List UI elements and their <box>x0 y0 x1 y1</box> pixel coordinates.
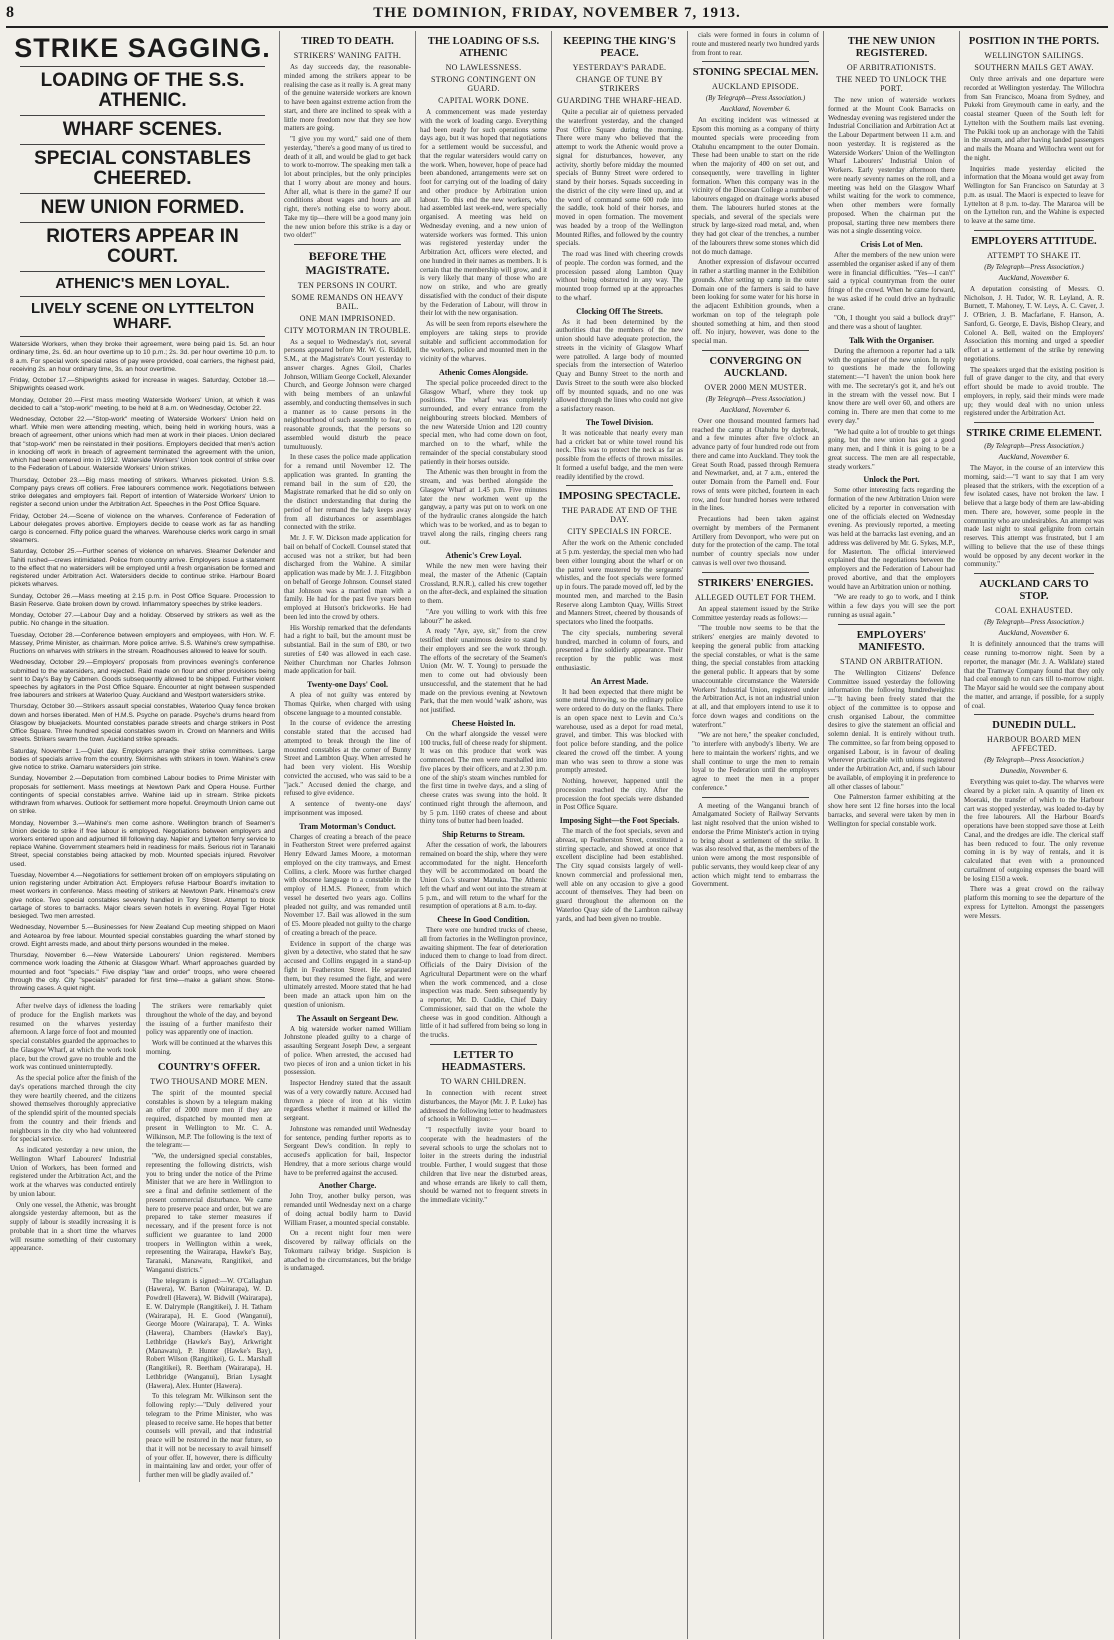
article-paragraph: In connection with recent street disturbances, the Mayor (Mr. J. P. Luke) has addressed the following letter to headmasters of schools in Wellington:— <box>420 1089 547 1124</box>
article-paragraph: The march of the foot specials, seven and abreast, up Featherston Street, constituted a stirring spectacle, and showed at once that excellent discipline had been established. The City squad consists largely of well-known commercial and professional men, well able on any occasion to give a good account of themselves. They had been on guard throughout the afternoon on the Waterloo Quay side of the Lambton railway yards, and had been given no trouble. <box>556 827 683 923</box>
article-paragraph: A sentence of twenty-one days' imprisonment was imposed. <box>284 800 411 817</box>
dateline: Auckland, November 6. <box>998 628 1070 638</box>
article-paragraph: After the members of the new union were assembled the organiser asked if any of them were in financial difficulties. "Yes—I can't" said a typical countryman from the outer fringe of the crowd. When he came forward, he was asked if he could drive an hydraulic crane. <box>828 251 955 312</box>
calendar-entry: Tuesday, November 4.—Negotiations for settlement broken off on employers stipulating on union registering under Arbitration Act. Employers refuse Harbour Board's invitation to meet workers in conference. Mass meeting of strikers at Newtown Park. Hinemoa's crew give notice. Two special constables severely handled in Tory Street. Attempt to block cartage of stores to barracks. Major clears seven hotels in evening. Royal Tiger Hotel besieged. Two men arrested. <box>10 871 275 921</box>
calendar-entry: Monday, October 27.—Labour Day and a holiday. Observed by strikers as well as the public. No change in the situation. <box>10 612 275 628</box>
article-paragraph: "We are not here," the speaker concluded, "to interfere with anybody's liberty. We are here to maintain the workers' rights, and we shall continue to urge the men to remain loyal to the Federation until the employers agree to meet the men in a proper conference." <box>692 731 819 792</box>
byline: (By Telegraph—Press Association.) <box>984 756 1084 765</box>
byline: (By Telegraph—Press Association.) <box>984 618 1084 627</box>
article-paragraph: After the cessation of work, the labourers remained on board the ship, where they were accommodated for the night. Henceforth they will be accommodated on board the Union Co.'s steamer Manuka. The Athenic left the wharf and went out into the stream at 5 p.m., and will return to the wharf for the resumption of operations at 8 a.m. to-day. <box>420 841 547 911</box>
subhead-remands: SOME REMANDS ON HEAVY BAIL. <box>291 292 404 311</box>
section-head: The Towel Division. <box>585 417 654 427</box>
article-paragraph: Mr. J. F. W. Dickson made application for bail on behalf of Cockell. Counsel stated that accused was not a striker, but had been discharged from the Wahine. A similar application was made by Mr. J. J. Fitzgibbon on behalf of George Johnson. Counsel stated that Johnson was a married man with a family. He had for the past five years been employed at Hutson's brickworks. He had been led into the crowd by others. <box>284 534 411 621</box>
subhead-southern-mails: SOUTHERN MAILS GET AWAY. <box>974 63 1094 73</box>
article-paragraph: Only three arrivals and one departure were recorded at Wellington yesterday. The Willochra from San Francisco, Moana from Sydney, and Pukeki from Greymouth came in early, and the coastal steamer Queen of the South left for Lyttelton with the Southern mails last evening. The Pukiki took up an anchorage with the Tahiti in the stream, and after having landed passengers and mails the Moana and Willochra went out for the night. <box>964 75 1104 162</box>
byline: (By Telegraph—Press Association.) <box>984 262 1084 271</box>
article-paragraph: Some other interesting facts regarding the formation of the new Arbitration Union were elicited by a reporter in conversation with one of the officials elected on Wednesday evening. As previously reported, a meeting was held at the barracks last evening, and an address was delivered by Mr. G. Sykes, M.P., for Masterton. The official interviewed explained that the negotiations between the employers and the Federation of Labour had proved abortive, and that the employers would have an Arbitration union or nothing. <box>828 486 955 591</box>
column-4 <box>552 31 688 1639</box>
subhead-wellington-sailings: WELLINGTON SAILINGS. <box>984 51 1084 61</box>
article-paragraph: The road was lined with cheering crowds of people. The cordon was formed, and the procession passed along Lambton Quay without being obstructed in any way. The mounted troop formed up at the approaches to the wharf. <box>556 250 683 302</box>
headline-strikers-energies: STRIKERS' ENERGIES. <box>697 577 814 589</box>
section-head: Athenic Comes Alongside. <box>438 367 529 377</box>
article-paragraph: Evidence in support of the charge was given by a detective, who stated that he saw accused and Collins engaged in a stand-up fight in Featherston Street. He separated them, but they resumed the fight, and were ultimately arrested. Moore stated that he had been made an attack upon him on the question of unionism. <box>284 939 411 1009</box>
headline-new-union-registered: THE NEW UNION REGISTERED. <box>847 36 936 60</box>
headline-dunedin-dull: DUNEDIN DULL. <box>992 720 1076 732</box>
article-paragraph: "I give you my word," said one of them yesterday, "there's a good many of us tired to death of it all, and would be glad to get back to work to-morrow. The speaking men talk a lot about principles, but the only principles that I worry about are money and hours. After all, what is there in the game? If our conditions about wages and hours are all right, there's nothing else to worry about. Take my tip—there will be a good many join the new union before this strike is a day or two older!" <box>284 135 411 240</box>
article-paragraph: "Are you willing to work with this free labour?" he asked. <box>420 607 547 625</box>
byline: (By Telegraph—Press Association.) <box>705 94 806 103</box>
article-paragraph: Another expression of disfavour occurred in rather a startling manner in the Exhibition grounds. After setting up camp in the outer Domain one of the farmers is said to have been looking for some water for his horse in the adjacent Exhibition grounds, when a workman on top of the telegraph pole shouted something at him, and then stood off. No injury, however, was done to the special man. <box>692 258 819 346</box>
article-paragraph: Work will be continued at the wharves this morning. <box>146 1039 272 1056</box>
page-number: 8 <box>6 4 14 21</box>
article-paragraph: The city specials, numbering several hundred, marched in column of fours, and presented a fine soldierly appearance. Their reception by the public was most enthusiastic. <box>556 628 683 672</box>
column-7 <box>960 31 1108 1639</box>
section-head: Athenic's Crew Loyal. <box>445 551 522 561</box>
article-paragraph: Charges of creating a breach of the peace in Featherston Street were preferred against Henry Edward James Moore, a motorman employed on the city tramways, and Ernest Collins, a clerk. Moore was further charged with obscene language to a constable in the employ of H.M.S. Pioneer, from which vessel he deserted two years ago. Collins pleaded not guilty, and was remanded until November 17. Bail was allowed in the sum of £5. Moore pleaded not guilty to the charge of creating a breach of the peace. <box>284 832 411 937</box>
calendar-entry: Monday, November 3.—Wahine's men come ashore. Wellington branch of Seamen's Union decide to strike if free labour is employed. Negotiations between employers and workers entered upon and adjourned till following day. Napier and Lyttelton ferry service to replace Wahine. Government steamers held in readiness for mails. Serious riot in Taranaki Street, special constables being attacked by mob. Mounted specials injured. Revolver used. <box>10 819 275 868</box>
article-paragraph: "We had quite a lot of trouble to get things going, but the new union has got a good many men, and I think it is going to be a great success. The men are all respectable, steady workers." <box>828 427 955 471</box>
calendar-entry: Saturday, November 1.—Quiet day. Employers arrange their strike committees. Large bodies of specials arrive from the country. Skirmishes with strikers in town. Wahine's crew give notice to strike. Oamaru watersiders join strike. <box>10 747 275 772</box>
article-paragraph: To this telegram Mr. Wilkinson sent the following reply:—"Duly delivered your telegram to the Prime Minister, who was pleased to receive same. He hopes that better counsels will prevail, and that industrial peace will be restored in the near future, so that it will not be necessary to avail himself of your offer. If, however, there is difficulty in maintaining law and order, your offer of further men will be gladly availed of." <box>146 1392 272 1480</box>
article-paragraph: It is definitely announced that the trams will cease running to-morrow night. Seen by a reporter, the manager (Mr. J. A. Walklate) stated that the Tramway Company found that they only had coal enough to run cars till to-morrow night. The Mayor said he would see the company about the matter, and arrange, if possible, for a supply of coal. <box>964 640 1104 710</box>
section-head: Tram Motorman's Conduct. <box>299 821 396 831</box>
article-paragraph: cials were formed in fours in column of route and mustered nearly two hundred yards from front to rear. <box>692 31 819 57</box>
headline-loading-athenic-2: THE LOADING OF S.S. ATHENIC <box>427 36 540 60</box>
article-paragraph: "I respectfully invite your board to cooperate with the headmasters of the several schools to urge the scholars not to loiter in the streets during the industrial trouble. Further, I would suggest that those children that live near the disturbed areas, and whose errands are likely to call them, should be warned not to frequent streets in the immediate vicinity." <box>420 1126 547 1204</box>
headline-auckland-cars: AUCKLAND CARS TO STOP. <box>979 579 1089 603</box>
subhead-yesterdays-parade: YESTERDAY'S PARADE. <box>572 63 667 73</box>
article-paragraph: On the wharf alongside the vessel were 100 trucks, full of cheese ready for shipment. It was on this produce that work was commenced. The men were marshalled into five places by their officers, and at 2.30 p.m. one of the ship's steam winches rumbled for the first time in twelve days, and a sling of cheese crates was swung into the hold. It continued right through the afternoon, and by 5 p.m. 1160 crates of cheese and about thirty tons of butter had been loaded. <box>420 729 547 826</box>
article-paragraph: The Mayor, in the course of an interview this morning, said:—"I want to say that I am very pleased that the strikers, with the exception of a few isolated cases, have not broken the law. I believe that a large body of them are law-abiding men. There are, however, some people in the community who are undesirables. An attempt was made last night to steal gelignite from certain reserves. This attempt was frustrated, but I am willing to believe that the use of these things would be opposed by any decent worker in the community." <box>964 464 1104 569</box>
article-paragraph: "The trouble now seems to be that the strikers' energies are mainly devoted to keeping the general public from attacking the special constables, or what is the same thing, the special constables from attacking the general public. It appears that by some unaccountable circumstance the Waterside Workers' Industrial Union, registered under the Arbitration Act, is not an industrial union at all, and that employers intend to use it to force down wages and conditions on the waterfront." <box>692 624 819 729</box>
article-paragraph: During the afternoon a reporter had a talk with the organiser of the new union. In reply to questions he made the following statement:—"I haven't the union book here with me. The secretary's got it, and he's out in the stream with the vessel now. But I know there are well over 60, and others are coming in. There are men that come to me every day." <box>828 346 955 425</box>
article-paragraph: As the special police after the finish of the day's operations marched through the city they were heartily cheered, and the citizens showed themselves thoroughly appreciative of the splendid spirit of the mounted specials from the country and their friends and neighbours in the city who had volunteered for special service. <box>10 1074 136 1144</box>
article-paragraph: As indicated yesterday a new union, the Wellington Wharf Labourers' Industrial Union of Workers, has been formed and registered under the Arbitration Act, and the work at the wharves was conducted entirely by union labour. <box>10 1146 136 1198</box>
headline-special-constables: SPECIAL CONSTABLES CHEERED. <box>34 148 251 190</box>
column-2 <box>280 31 416 1639</box>
subhead-waning-faith: STRIKERS' WANING FAITH. <box>293 51 402 61</box>
article-paragraph: Precautions had been taken against overnight by members of the Permanent Artillery from Devonport, who were put on duty for the protection of the camp. The total number of country specials now under canvas is well over two thousand. <box>692 515 819 567</box>
article-paragraph: The Wellington Citizens' Defence Committee issued yesterday the following information the following hundredweights:—"It having been freely stated that the object of the committee is to oppose and crush organised Labour, the committee desires to give the statement an official and solemn denial. It is entirely without truth. The committee, so far from being opposed to organised Labour, is in favour of dealing wherever practicable with unions registered under the Arbitration Act, and, if such labour be available, of employing it in preference to all other classes of labour." <box>828 668 955 791</box>
headline-before-magistrate: BEFORE THE MAGISTRATE. <box>305 249 390 277</box>
subhead-unlock-port: THE NEED TO UNLOCK THE PORT. <box>836 75 947 94</box>
calendar-entry: Friday, October 24.—Scene of violence on the wharves. Conference of Federation of Labour delegates proves abortive. Employers decide to cease work as far as handling cargo is concerned. Fifty police guard the wharves. Warehouse clerks work cargo in small steamers. <box>10 512 275 545</box>
dateline: Auckland, November 6. <box>998 452 1070 462</box>
subhead-strong-contingent: STRONG CONTINGENT ON GUARD. <box>431 75 536 94</box>
article-paragraph: Only one vessel, the Athenic, was brought alongside yesterday afternoon, but as the supply of labour is steadily increasing it is probable that in a short time the wharves will resume something of their customary appearance. <box>10 1200 136 1253</box>
article-paragraph: An exciting incident was witnessed at Epsom this morning as a company of thirty mounted specials were proceeding from Otahuhu encampment to the outer Domain. These had been unable to start on the ride when the majority of 400 on set out, and consequently, were travelling in lighter formation. When this company was in the vicinity of the Diocesan College a number of labourers engaged on drainage works abused them. The labourers hurled stones at the specials, and several of the specials were struck by large-sized road metal, and, when they had got clear of the trenches, a number of the labourers threw some stones which did not do much damage. <box>692 116 819 256</box>
article-paragraph: An appeal statement issued by the Strike Committee yesterday reads as follows:— <box>692 604 819 622</box>
article-paragraph: "Oh, I thought you said a bullock dray!" and there was a shout of laughter. <box>828 314 955 332</box>
masthead <box>6 4 1108 28</box>
subhead-stand-on-arbitration: STAND ON ARBITRATION. <box>840 656 943 666</box>
article-paragraph: The Athenic was then brought in from the stream, and was berthed alongside the Glasgow Wharf at 1.45 p.m. Five minutes later the new workmen went up the gangway, a party was put on to work on one of the hydraulic cranes alongside the hatch which was to be worked, and as to began to travel along the rails, ringing cheers rang out. <box>420 468 547 547</box>
section-head: Cheese In Good Condition. <box>437 915 530 925</box>
article-paragraph: A plea of not guilty was entered by Thomas Quirke, when charged with using obscene language to a mounted constable. <box>284 691 411 717</box>
article-paragraph: "We are ready to go to work, and I think within a few days you will see the port running as usual again." <box>828 593 955 619</box>
lower-story-split <box>10 1002 275 1482</box>
subhead-attempt-to-shake: ATTEMPT TO SHAKE IT. <box>987 250 1081 260</box>
section-head: Crisis Lot of Men. <box>860 240 923 250</box>
headline-kings-peace: KEEPING THE KING'S PEACE. <box>563 36 676 60</box>
calendar-entry: Thursday, October 30.—Strikers assault special constables, Waterloo Quay fence broken down and horses liberated. Men of H.M.S. Psyche on parade. Psyche's drums heard from Glasgow by bluejackets. Mounted constables parade streets and charge strikers in Post Office Square. Three hundred special constables sworn in. Crowd on Manners and Willis streets. Strikers swarm the town. Auckland strike spreads. <box>10 703 275 744</box>
column-3 <box>416 31 552 1639</box>
dateline: Auckland, November 6. <box>720 104 791 114</box>
subhead-auckland-episode: AUCKLAND EPISODE. <box>712 82 799 92</box>
subhead-capital-work: CAPITAL WORK DONE. <box>438 96 529 106</box>
calendar-entry: Wednesday, November 5.—Businesses for New Zealand Cup meeting shipped on Maori and Aotearoa by free labour. Mounted special constables guarding the wharf stoned by crowd. Eight arrests made, and about thirty persons wounded in the melee. <box>10 924 275 948</box>
calendar-entry: Waterside Workers, when they broke their agreement, were being paid 1s. 5d. an hour ordinary time, 2s. 6d. an hour overtime up to 10 p.m.; 2s. 3d. per hour overtime 10 p.m. to 8 a.m. For special work special rates of pay were provided, coal carriers, the highest paid, receiving 2s. an hour ordinary time, 3s. an hour overtime. <box>10 341 275 373</box>
strike-calendar <box>10 341 275 993</box>
article-paragraph: As day succeeds day, the reasonable-minded among the strikers appear to be realising the case as it really is. A great many of the genuine waterside workers are known to have been against extreme action from the start, and there are inclined to speak with a little more freedom now that they see how matters are going. <box>284 63 411 133</box>
calendar-entry: Thursday, November 6.—New Waterside Labourers' Union registered. Members commence work loading the Athenic at Glasgow Wharf. Wharf approaches guarded by mounted and foot "specials." Five display "law and order" troops, who were cheered through the city. City "specials" paraded for first time—make a gallant show. Stone-throwing cases. A quiet night. <box>10 952 275 992</box>
article-paragraph: There was a great crowd on the railway platform this morning to see the departure of the express for Lyttelton. Amongst the passengers were Messrs. <box>964 885 1104 920</box>
headline-strike-sagging: STRIKE SAGGING. <box>14 33 271 63</box>
subhead-alleged-outlet: ALLEGED OUTLET FOR THEM. <box>694 592 817 602</box>
headline-wharf-scenes: WHARF SCENES. <box>62 119 223 141</box>
article-paragraph: A big waterside worker named William Johnstone pleaded guilty to a charge of assaulting Sergeant Joseph Dew, a sergeant of police. When arrested, the accused had two pieces of iron and a union ticket in his possession. <box>284 1024 411 1077</box>
article-paragraph: A ready "Aye, aye, sir," from the crew testified their unanimous desire to stand by their employers and see the work through. The efforts of the secretary of the Seamen's Union (Mr. W. T. Young) to persuade the men to come out had obviously been unsuccessful, and the statement that he had made on the previous evening at Newtown Park, that the men would 'walk' ashore, was not justified. <box>420 627 547 715</box>
subhead-motorman: CITY MOTORMAN IN TROUBLE. <box>284 325 411 335</box>
column-5 <box>688 31 824 1639</box>
section-head: Cheese Hoisted In. <box>451 718 516 728</box>
subhead-two-thousand-men: TWO THOUSAND MORE MEN. <box>150 1076 268 1086</box>
article-paragraph: While the new men were having their meal, the master of the Athenic (Captain Crossland, R.N.R.), called his crew together on the after-deck, and explained the situation to them. <box>420 562 547 606</box>
headline-country-offer: COUNTRY'S OFFER. <box>157 1061 261 1073</box>
calendar-entry: Tuesday, October 28.—Conference between employers and employees, with Hon. W. F. Massey, Prime Minister, as chairman. More police arrive. S.S. Wahine's crew sympathise. Ructions on wharves with strikers in the stream. Roadhouses allowed to leave for south. <box>10 631 275 656</box>
article-paragraph: Nothing, however, happened until the procession reached the city. After the procession the foot specials were disbanded in Post Office Square. <box>556 777 683 812</box>
byline: (By Telegraph—Press Association.) <box>984 442 1084 451</box>
calendar-entry: Thursday, October 23.—Big mass meeting of strikers. Wharves picketed. Union S.S. Company pays crews off colliers. Free labourers commence work. Negotiations between strike delegates and employers fail. Report of intention of Waterside Workers' Union to register a second union under the Arbitration Act. Speeches in the Post Office Square. <box>10 476 275 509</box>
article-paragraph: After the work on the Athenic concluded at 5 p.m. yesterday, the special men who had been either lounging about the wharf or on the patrol were mustered by the sergeants' whistles, and the foot specials were formed up in fours. The parade moved off, led by the mounted men, and marched to the Basin Reserve along Lambton Quay, Willis Street and Manners Street, cheered by thousands of spectators who lined the footpaths. <box>556 539 683 627</box>
calendar-entry: Sunday, October 26.—Mass meeting at 2.15 p.m. in Post Office Square. Procession to Basin Reserve. Gate broken down by crowd. Inflammatory speeches by strike leaders. <box>10 592 275 608</box>
article-paragraph: In these cases the police made application for a remand until November 12. The application was granted. In granting the remand bail in the sum of £20, the Magistrate remarked that he did so only on the distinct understanding that during the period of her remand the lady keeps away from all disturbances or assemblages connected with the strike. <box>284 453 411 532</box>
article-paragraph: As a sequel to Wednesday's riot, several persons appeared before Mr. W. G. Riddell, S.M., at the Magistrate's Court yesterday to answer charges. Agnes Gloil, Charles Johnson, William George Cockell, Alexander Church, and George Johnson were charged with being members of an unlawful assembly, and conducting themselves in such a manner as to cause persons in the neighbourhood of such assembly to fear, on reasonable grounds, that the persons so assembled would disturb the peace tumultuously. <box>284 337 411 451</box>
article-paragraph: Inspector Hendrey stated that the assault was of a very cowardly nature. Accused had thrown a piece of iron at his victim regardless whether it maimed or killed the sergeant. <box>284 1079 411 1123</box>
article-paragraph: As it had been determined by the authorities that the members of the new union should have adequate protection, the streets in the vicinity of Glasgow Wharf were patrolled. A large body of mounted specials from the intersection of Waterloo Quay and Bunny Street to the north and Davis Street to the south were also blocked off by mounted squads, and no one was allowed through the lines who could not give a satisfactory reason. <box>556 317 683 414</box>
subhead-coal-exhausted: COAL EXHAUSTED. <box>995 606 1073 616</box>
headline-employers-manifesto: EMPLOYERS' MANIFESTO. <box>856 629 927 653</box>
newspaper-title: THE DOMINION, FRIDAY, NOVEMBER 7, 1913. <box>373 5 741 21</box>
dateline: Auckland, November 6. <box>998 272 1070 282</box>
article-paragraph: There were one hundred trucks of cheese, all from factories in the Wellington province, awaiting shipment. The fear of deterioration induced them to change to load from direct. Officials of the Dairy Division of the Agricultural Department were on the wharf when the work commenced, and a close inspection was made. Seen subsequently by a reporter, Mr. D. Cuddie, Chief Dairy Commissioner, said that on the whole the cheese was in good condition. Although a little of it had suffered from being so long in the trucks. <box>420 926 547 1040</box>
headline-letter-headmasters: LETTER TO HEADMASTERS. <box>441 1049 526 1073</box>
calendar-entry: Friday, October 17.—Shipwrights asked for increase in wages. Saturday, October 18.—Shipwrights ceased work. <box>10 377 275 393</box>
dateline: Auckland, November 6. <box>720 404 791 414</box>
column-1 <box>6 31 280 1639</box>
byline: (By Telegraph—Press Association.) <box>705 394 806 403</box>
subhead-city-specials: CITY SPECIALS IN FORCE. <box>567 527 672 537</box>
calendar-entry: Wednesday, October 29.—Employers' proposals from provinces evening's conference submitted to the watersiders, and rejected. Raid made on flour and other provisions being sent to Day's Bay by Cabmen. Goods subsequently allowed to be shipped. Further violent speeches by agitators in the Post Office Square. Encounter at night between suspended free labourers and strikers at Waterloo Quay. Auckland and Westport watersiders strike. <box>10 659 275 700</box>
calendar-entry: Monday, October 20.—First mass meeting Waterside Workers' Union, at which it was decided to call a "stop-work" meeting, to be held at 8 a.m. on Wednesday, October 22. <box>10 396 275 412</box>
section-head: The Assault on Sergeant Dew. <box>296 1013 399 1023</box>
article-paragraph: "We, the undersigned special constables, representing the following districts, wish you to bring under the notice of the Prime Minister that we are here in Wellington to see a final and definite settlement of the present commercial disturbance. We came here to preserve peace and order, but we are prepared to take sterner measures if necessary, and if the present force is not sufficient we guarantee to land 2000 troopers in Wellington within a week, representing the Wairarapa, Hawke's Bay, Taranaki, Manawatu, Rangitikei, and Wanganui districts." <box>146 1152 272 1274</box>
article-paragraph: Quite a peculiar air of quietness pervaded the waterfront yesterday, and the changed Post Office Square during the morning. There were many who believed that the attempt to work the Athenic would prove a signal for disturbances, however, any activity, shortly before midday the mounted specials of Bunny Street were ordered to stand by their horses. Squads succeeding in the district of the city were lined up, and at the word of command some 600 rode into the saddle, took hold of their horses, and moved in open formation. The movement was headed by a troop of the Wellington Mounted Rifles, and followed by the country specials. <box>556 108 683 248</box>
headline-rioters-court: RIOTERS APPEAR IN COURT. <box>46 225 239 267</box>
subhead-arbitrationists: OF ARBITRATIONISTS. <box>846 63 937 73</box>
headline-lyttelton-wharf: LIVELY SCENE ON LYTTELTON WHARF. <box>30 299 255 333</box>
section-head: Unlock the Port. <box>863 475 920 485</box>
subhead-imprisoned: ONE MAN IMPRISONED. <box>299 313 396 323</box>
section-head: An Arrest Made. <box>590 676 649 686</box>
headline-loading-athenic: LOADING OF THE S.S. ATHENIC. <box>40 70 245 112</box>
article-paragraph: The speakers urged that the existing position is full of grave danger to the city, and that every effort should be made to avoid trouble. The employers, in reply, said their minds were made up; they would deal with no union unless registered under the Arbitration Act. <box>964 365 1104 418</box>
article-paragraph: The new union of waterside workers formed at the Mount Cook Barracks on Wednesday evening was registered under the Industrial Conciliation and Arbitration Act at the Labour Department between 11 a.m. and noon yesterday. It is registered as the Waterside Workers' Union of the Wellington Wharf Labourers' Industrial Union of Workers. Early yesterday afternoon there were nearly seventy names on the roll, and a meeting was held on the Glasgow Wharf whilst waiting for the work to commence, when other members were formally proposed. When the chairman put the proposal, starting three new members there was not a single dissenting voice. <box>828 96 955 236</box>
headline-employers-attitude: EMPLOYERS ATTITUDE. <box>971 235 1097 247</box>
article-paragraph: The strikers were remarkably quiet throughout the whole of the day, and beyond the issuing of a further manifesto their policy was apparently one of inaction. <box>146 1002 272 1037</box>
headline-stoning-special-men: STONING SPECIAL MEN. <box>692 67 819 79</box>
article-paragraph: In the course of evidence the arresting constable stated that the accused had attempted to break through the line of mounted constables at the corner of Bunny Street and Lambton Quay. When arrested he had been very violent. His Worship convicted the accused, who was said to be a "jack." Accused denied the charge, and refused to give evidence. <box>284 719 411 798</box>
headline-tired-to-death: TIRED TO DEATH. <box>301 36 394 47</box>
headline-athenic-men-loyal: ATHENIC'S MEN LOYAL. <box>55 274 230 292</box>
calendar-entry: Wednesday, October 22.—"Stop-work" meeting of Waterside Workers' Union held on wharf. While men were attending meeting, which, being held in working hours, was a breach of agreement, other unions which had men at work in their places. Union declared that "stop-work" men be reinstated in their positions. Employers decided that men's action in knocking off work in breach of agreement terminated the agreement with the union, which had been entered into in 1912. Waterside Workers' Union took control of strike over to the Federation of Labour. Waterside Workers' Union strikes. <box>10 415 275 473</box>
article-paragraph: One Palmerston farmer exhibiting at the show here sent 12 fine horses into the local barracks, and several were taken by men in Wellington for special constable work. <box>828 793 955 828</box>
article-paragraph: Over one thousand mounted farmers had reached the camp at Otahuhu by daybreak, and a few minutes after five o'clock an advance party of four hundred rode out from there and came into Auckland. They took the Great South Road, passed through Remuera and Newmarket, and, at 7 a.m., entered the outer Domain from the Parnell end. Four rows of tents were pitched, fourteen in each row, and four hundred horses were tethered in the lines. <box>692 416 819 513</box>
subhead-2000-men-muster: OVER 2000 MEN MUSTER. <box>704 382 807 392</box>
subhead-ten-persons: TEN PERSONS IN COURT. <box>297 280 398 290</box>
subhead-no-lawlessness: NO LAWLESSNESS. <box>445 63 522 73</box>
article-paragraph: His Worship remarked that the defendants had a right to bail, but the amount must be substantial. Bail in the sum of £80, or two sureties of £40 was allowed in each case. Neither Churchman nor Charles Johnson made application for bail. <box>284 623 411 676</box>
article-paragraph: Johnstone was remanded until Wednesday for sentence, pending further reports as to Sergeant Dew's condition. In reply to accused's application for bail, Inspector Hendrey, that a more serious charge would have to be preferred against the accused. <box>284 1124 411 1177</box>
article-paragraph: As will be seen from reports elsewhere the employers are taking steps to provide suitable and sufficient accommodation for the workers, police and mounted men in the vicinity of the wharves. <box>420 320 547 364</box>
article-paragraph: The telegram is signed:—W. O'Callaghan (Hawera), W. Barton (Wairarapa), W. D. Powdrell (Hawera), W. Bidwill (Wairarapa), E. W. Dalrymple (Rangitikei), J. H. Tatham (Wairarapa), H. E. Good (Wanganui), George Moore (Wairarapa), T. A. Winks (Hawera), Chambers (Hawke's Bay), Lethbridge (Hawke's Bay), Arkwright (Manawatu), P. Hunter (Hawke's Bay), Robert Wilson (Rangitikei), G. L. Marshall (Rangitikei), R. Beetham (Wairarapa), H. Lethbridge (Wanganui), Brian Lysaght (Hawera), Alex. Hunter (Hawera). <box>146 1276 272 1390</box>
article-paragraph: John Troy, another bulky person, was remanded until Wednesday next on a charge of doing actual bodily harm to David William Fraser, a mounted special constable. <box>284 1192 411 1227</box>
article-paragraph: It was noticeable that nearly every man had a cricket bat or white towel round his neck. This was to protect the neck as far as possible from the effects of thrown missiles. It formed a useful badge, and the men were readily identified by the crowd. <box>556 428 683 481</box>
article-paragraph: It had been expected that there might be some metal throwing, so the ordinary police were ordered to do duty on the flanks. There is an open space next to Levin and Co.'s warehouse, used as a depot for road metal, gravel, and timber. This was blocked with foot police before standing, and the police cleared the crowd off the timber. A young man who was seen to throw a stone was promptly arrested. <box>556 687 683 775</box>
section-head: Twenty-one Days' Cool. <box>307 680 388 690</box>
article-paragraph: On a recent night four men were discovered by railway officials on the Tokomaru railway bridge. Suspicion is attached to the circumstances, but the bridge is undamaged. <box>284 1229 411 1273</box>
headline-strike-crime: STRIKE CRIME ELEMENT. <box>966 428 1102 440</box>
section-head: Talk With the Organiser. <box>849 335 934 345</box>
article-paragraph: A deputation consisting of Messrs. O. Nicholson, J. H. Tudor, W. R. Leyland, A. R. Burnett, T. Mahoney, T. W. Leys, A. C. Caver, J. J. O'Brien, J. B. Macfarlane, F. Hanson, A. Sanford, G. George, E. Davis, Bishop Cleary, and Colonel A. Bell, waited on the Employers' Association this morning and urged a speedier effort at a settlement of the strike by renewing negotiations. <box>964 284 1104 363</box>
headline-new-union: NEW UNION FORMED. <box>40 197 245 219</box>
calendar-entry: Saturday, October 25.—Further scenes of violence on wharves. Steamer Defender and Tahiti rushed—crews intimidated. Police from country arrive. Employers issue a statement to the effect that no watersiders will be employed until a fresh organisation be formed and registered under Arbitration Act. Watersiders decide to continue strike. Harbour Board pickets wharves. <box>10 548 275 589</box>
section-head: Another Charge. <box>318 1181 377 1191</box>
dateline: Dunedin, November 6. <box>1000 766 1068 776</box>
article-paragraph: Everything was quiet to-day. The wharves were cleared by a picket rain. A quantity of linen ex Moeraki, the transfer of which to the Harbour cart was stopped yesterday, was loaded to-day by the free labourers. All the Harbour Board's operations have been stopped save those at Leith Canal, and the dredges are idle. The clerical staff has been reduced to four. The only revenue coming in is by way of rentals, and it is calculated that even with a pronounced curtailment of outgoing expenses the board will be losing £150 a week. <box>964 778 1104 883</box>
article-paragraph: The special police proceeded direct to the Glasgow Wharf, where they took up positions. The wharf was completely surrounded, and every entrance from the neighbouring streets blocked. Members of the new Waterside Union and 120 country special men, who had come down on foot, marched on to the wharf, while the remainder of the special constabulary stood patiently in their horses outside. <box>420 378 547 466</box>
article-paragraph: The spirit of the mounted special constables is shown by a telegram making an offer of 2000 more men if they are required, dispatched by mounted men at present in Wellington to Mr. C. A. Wilkinson, M.P. The following is the text of the telegram:— <box>146 1088 272 1150</box>
calendar-entry: Sunday, November 2.—Deputation from combined Labour bodies to Prime Minister with proposals for settlement. Mass meetings at Newtown Park and Opera House. Further contingents of special constables arrive. Wahine laid up in stream. Strike pickets withdrawn from wharves. Outlook for settlement more hopeful. Greymouth Union came out on strike. <box>10 775 275 816</box>
article-paragraph: A commencement was made yesterday with the work of loading cargo. Everything had been ready for such operations some days ago, but it was hoped that negotiations for a settlement would be successful, and that the regular watersiders would carry on the work. When, however, hope of peace had been abandoned, arrangements were set on foot for carrying out of the loading of dairy and other produce by Arbitration union labour. To this end the new workers, who had assembled last week-end, were specially organised. A meeting was held on Wednesday evening, and a new union of waterside workers was formed. This union was registered yesterday under the Arbitration Act, officers were elected, and one hundred in their names as members. It is certain that the membership will grow, and it is very likely that many of those who are now on strike, and who are greatly dissatisfied with the conduct of their dispute by the Federation of Labour, will throw in their lot with the new organisation. <box>420 108 547 318</box>
subhead-parade-end-of-day: THE PARADE AT END OF THE DAY. <box>561 506 678 525</box>
article-paragraph: A meeting of the Wanganui branch of Amalgamated Society of Railway Servants last night resolved that the union wished to endorse the Prime Minister's action in trying to bring about a settlement of the strike. It was also resolved that, as the members of the union were among the most responsible of public servants, they would keep clear of any action which might tend to embarrass the Government. <box>692 801 819 889</box>
section-head: Imposing Sight—the Foot Specials. <box>559 816 680 826</box>
subhead-harbour-board: HARBOUR BOARD MEN AFFECTED. <box>987 735 1081 754</box>
section-head: Clocking Off The Streets. <box>576 306 663 316</box>
subhead-wharf-head: GUARDING THE WHARF-HEAD. <box>557 96 682 106</box>
subhead-change-of-tune: CHANGE OF TUNE BY STRIKERS <box>576 75 663 94</box>
headline-converging-auckland: CONVERGING ON AUCKLAND. <box>709 355 802 379</box>
headline-imposing-spectacle: IMPOSING SPECTACLE. <box>558 491 681 503</box>
article-paragraph: Inquiries made yesterday elicited the information that the Moana would get away from Wellington for San Francisco on Saturday at 3 p.m. as usual. The Maori is expected to leave for Lyttelton at 8 p.m. to-day. The Mararoa will be on the Lyttelton run, and the Wahine is expected to leave at the same time. <box>964 164 1104 226</box>
article-paragraph: After twelve days of idleness the loading of produce for the English markets was resumed on the wharves yesterday afternoon. A large force of foot and mounted special constables guarded the approaches to the Glasgow Wharf, at which the work took place, but the crowd gave no trouble and the work was continued uninterruptedly. <box>10 1002 136 1072</box>
subhead-warn-children: TO WARN CHILDREN. <box>440 1077 527 1086</box>
headline-position-ports: POSITION IN THE PORTS. <box>968 36 1100 47</box>
column-6 <box>824 31 960 1639</box>
section-head: Ship Returns to Stream. <box>442 830 525 840</box>
